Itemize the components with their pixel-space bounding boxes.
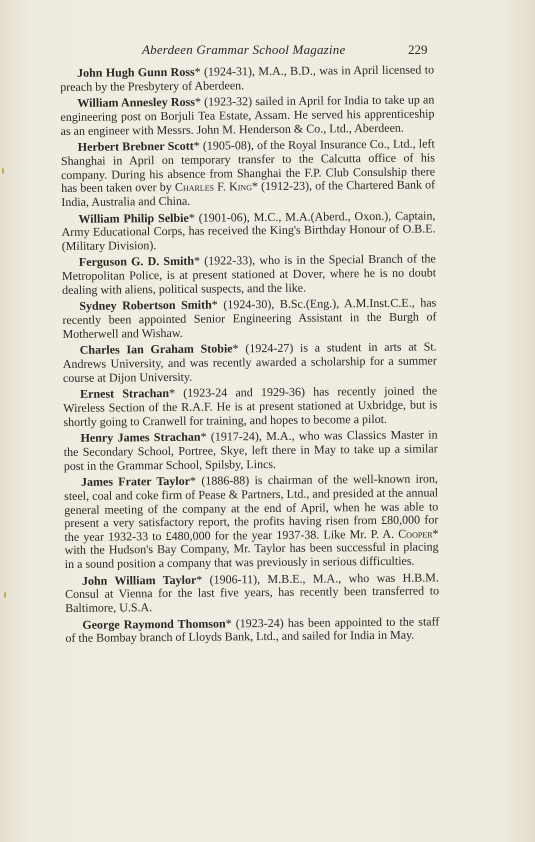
- entry-text: * (1901-06), M.C., M.A.(Aberd., Oxon.), Captain, Army Educational Corps, has received the King's Birthday Honour of O.B.E. (Military Division).: [61, 207, 436, 253]
- entry-strachan-henry: [64, 429, 438, 473]
- entry-text-after: * (1912-23), of the Chartered Bank of India, Australia and China.: [61, 177, 436, 209]
- entry-name: William Philip Selbie: [78, 210, 189, 226]
- entry-text: * (1922-33), who is in the Special Branch of the Metropolitan Police, is at present stationed at Dover, where he is no doubt dealing with aliens, political suspects, and the like.: [61, 251, 437, 297]
- entry-smith-ferguson: [62, 253, 436, 297]
- entry-thomson-george: [65, 615, 439, 646]
- entries-column: [60, 63, 440, 649]
- entry-name: Herbert Brebner Scott: [77, 139, 194, 155]
- entry-text: * (1924-27) is a student in arts at St. Andrews University, and was recently awarded a scholarship for a summer course at Dijon University.: [62, 339, 437, 385]
- entry-smith-sydney: [62, 297, 436, 341]
- entry-text: * (1923-24 and 1929-36) has recently joined the Wireless Section of the R.A.F. He is at present stationed at Uxbridge, but is shortly going to Cranwell for training, and hopes to become a pilot.: [63, 383, 438, 429]
- entry-name: John Hugh Gunn Ross: [76, 64, 195, 80]
- page-header: [0, 42, 535, 60]
- entry-taylor-john: [65, 571, 439, 615]
- entry-name: William Annesley Ross: [77, 95, 195, 111]
- entry-taylor-james: [64, 473, 439, 572]
- page-number: 229: [408, 42, 428, 57]
- entry-name: George Raymond Thomson: [82, 616, 226, 632]
- running-title: Aberdeen Grammar School Magazine: [142, 42, 346, 57]
- entry-name: Henry James Strachan: [80, 430, 201, 446]
- entry-name: James Frater Taylor: [80, 474, 191, 490]
- entry-name: Charles Ian Graham Stobie: [79, 341, 233, 358]
- entry-text: * (1906-11), M.B.E., M.A., who was H.B.M. Consul at Vienna for the last five years, has recently been transferred to Baltimore, U.S.A.: [64, 570, 440, 615]
- entry-text: * (1905-08), of the Royal Insurance Co., Ltd., left Shanghai in April on temporary transfer to the Calcutta office of his company. During his absence from Shanghai the F.P. Club Consulship there has been taken over by: [60, 136, 436, 196]
- entry-text: * (1924-31), M.A., B.D., was in April licensed to preach by the Presbytery of Aberdeen.: [60, 62, 435, 94]
- entry-scott-herbert: [61, 138, 436, 210]
- entry-name: Sydney Robertson Smith: [79, 297, 212, 314]
- entry-name: Ernest Strachan: [80, 386, 170, 402]
- entry-text: * (1924-30), B.Sc.(Eng.), A.M.Inst.C.E., has recently been appointed Senior Engineering Assistant in the Burgh of Motherwell and Wishaw.: [62, 295, 437, 341]
- entry-cited-name: Charles F. King: [174, 179, 253, 195]
- margin-speck: [4, 592, 6, 598]
- entry-text-after: * with the Hudson's Bay Company, Mr. Taylor has been successful in placing in a sound position a company that was previously in serious difficulties.: [64, 526, 439, 571]
- entry-text: * (1923-24) has been appointed to the staff of the Bombay branch of Lloyds Bank, Ltd., and sailed for India in May.: [65, 614, 440, 646]
- entry-cited-name: Cooper: [398, 526, 433, 541]
- entry-ross-john: [60, 63, 434, 94]
- entry-name: Ferguson G. D. Smith: [78, 254, 195, 270]
- entry-text: * (1917-24), M.A., who was Classics Master in the Secondary School, Portree, Skye, left there in May to take up a similar post in the Grammar School, Spilsby, Lincs.: [63, 427, 438, 473]
- entry-name: John William Taylor: [81, 572, 197, 588]
- margin-speck: [2, 168, 4, 174]
- entry-selbie-william: [61, 209, 435, 253]
- entry-ross-william: [60, 94, 434, 138]
- entry-strachan-ernest: [63, 385, 437, 429]
- entry-stobie-charles: [63, 341, 437, 385]
- entry-text: * (1923-32) sailed in April for India to take up an engineering post on Borjuli Tea Estate, Assam. He served his apprenticeship as an engineer with Messrs. John M. Henderson & Co., Ltd., Aberdeen.: [60, 92, 435, 138]
- entry-text: * (1886-88) is chairman of the well-known iron, steel, coal and coke firm of Pease & Partners, Ltd., and presided at the annual general meeting of the company at the end of April, when he was able to present a very satisfactory report, the profits having risen from £80,000 for the year 1932-33 to £480,000 for the year 1937-38. Like Mr. P. A.: [64, 471, 439, 544]
